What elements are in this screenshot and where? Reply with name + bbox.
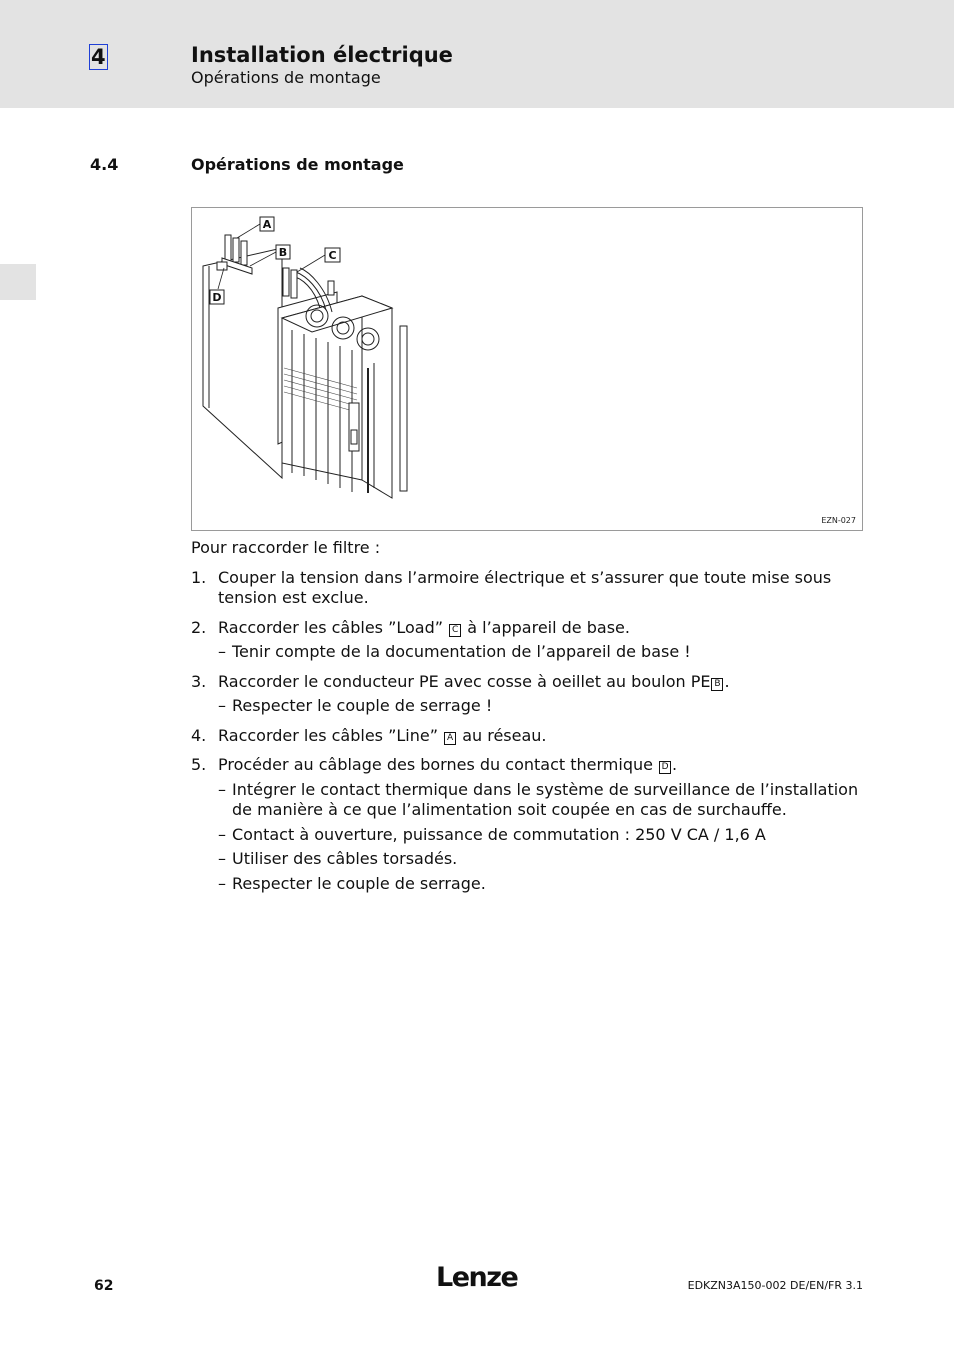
lenze-logo: Lenze xyxy=(436,1262,518,1293)
step-number: 2. xyxy=(191,617,207,637)
key-a: A xyxy=(444,732,456,745)
note-text: Respecter le couple de serrage. xyxy=(232,873,486,893)
chapter-side-tab xyxy=(0,264,36,300)
section-title: Opérations de montage xyxy=(191,155,404,174)
dash: – xyxy=(218,873,226,893)
step-text: Couper la tension dans l’armoire électrique et s’assurer que toute mise sous tension est exclue. xyxy=(218,567,832,607)
step-text: . xyxy=(724,671,730,691)
step-2-note xyxy=(218,642,863,663)
chapter-subtitle: Opérations de montage xyxy=(191,68,381,87)
page-number: 62 xyxy=(94,1278,114,1294)
step-text: . xyxy=(672,755,678,774)
section-number: 4.4 xyxy=(90,155,119,174)
key-b: B xyxy=(711,678,723,691)
dash: – xyxy=(218,642,226,661)
mounting-figure xyxy=(191,207,863,531)
figure-code: EZN-027 xyxy=(821,516,856,525)
note-text: Utiliser des câbles torsadés. xyxy=(232,849,458,868)
step-3 xyxy=(191,672,863,693)
callout-b: B xyxy=(278,246,288,259)
step-5 xyxy=(191,755,863,776)
step-number: 5. xyxy=(191,755,207,774)
step-3-note xyxy=(218,696,863,717)
filter-drawing xyxy=(192,208,864,532)
dash: – xyxy=(218,779,226,799)
note-text: Intégrer le contact thermique dans le système de surveillance de l’installation de manière à ce que l’alimentation soit coupée en cas de surchauffe. xyxy=(232,779,859,819)
step-text: Raccorder les câbles ”Load” xyxy=(218,617,444,637)
dash: – xyxy=(218,824,226,844)
header-band xyxy=(0,0,954,108)
note-text: Tenir compte de la documentation de l’appareil de base ! xyxy=(232,642,691,661)
step-text: Raccorder le conducteur PE avec cosse à oeillet au boulon PE xyxy=(218,671,711,691)
step-text: au réseau. xyxy=(462,725,547,745)
note-text: Contact à ouverture, puissance de commutation : 250 V CA / 1,6 A xyxy=(232,824,766,844)
step-text: à l’appareil de base. xyxy=(467,617,630,637)
dash: – xyxy=(218,696,226,715)
step-5-note-2 xyxy=(218,825,863,846)
dash: – xyxy=(218,849,226,868)
step-text: Raccorder les câbles ”Line” xyxy=(218,725,439,745)
intro-text: Pour raccorder le filtre : xyxy=(191,538,381,557)
key-c: C xyxy=(449,624,461,637)
chapter-number[interactable]: 4 xyxy=(91,45,106,69)
step-5-note-3 xyxy=(218,849,863,870)
step-4 xyxy=(191,726,863,747)
step-5-note-4 xyxy=(218,874,863,895)
step-2 xyxy=(191,618,863,639)
callout-c: C xyxy=(328,249,337,262)
step-text: Procéder au câblage des bornes du contact thermique xyxy=(218,755,653,774)
callout-a: A xyxy=(262,218,272,231)
step-number: 3. xyxy=(191,671,207,691)
document-reference: EDKZN3A150-002 DE/EN/FR 3.1 xyxy=(687,1279,863,1292)
step-5-note-1 xyxy=(218,780,863,821)
key-d: D xyxy=(659,761,671,774)
step-number: 1. xyxy=(191,567,207,587)
note-text: Respecter le couple de serrage ! xyxy=(232,696,493,715)
instructions xyxy=(191,538,863,894)
callout-d: D xyxy=(212,291,222,304)
step-number: 4. xyxy=(191,725,207,745)
chapter-title: Installation électrique xyxy=(191,43,453,67)
step-1 xyxy=(191,568,863,609)
